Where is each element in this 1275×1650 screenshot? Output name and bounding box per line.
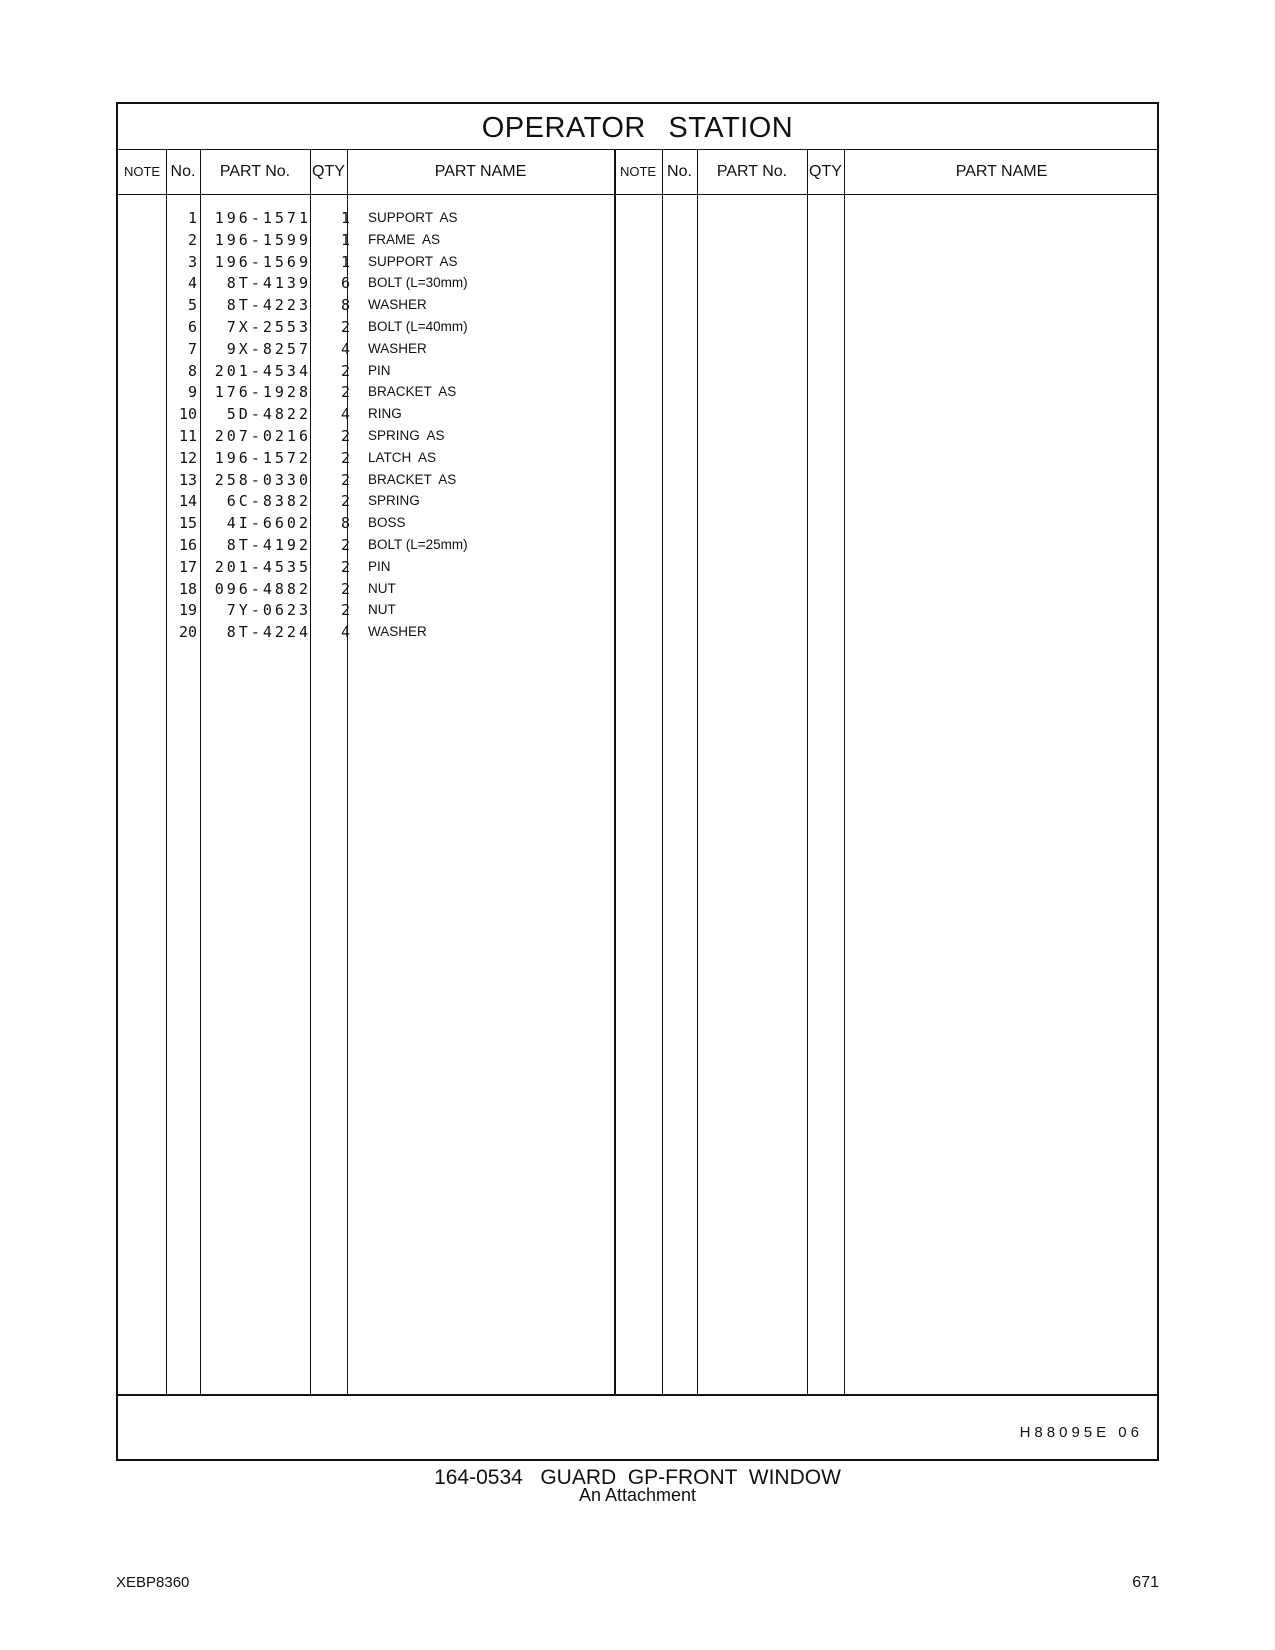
quantity: 2 bbox=[340, 470, 350, 489]
section-title: OPERATOR STATION bbox=[118, 104, 1157, 150]
quantity: 1 bbox=[340, 209, 350, 227]
table-row bbox=[118, 599, 1157, 621]
header-part-no-right: PART No. bbox=[716, 163, 788, 180]
part-number: 096-4882 bbox=[214, 579, 311, 598]
part-name: BOLT (L=25mm) bbox=[368, 536, 468, 552]
parts-list bbox=[118, 207, 1157, 643]
header-no-right: No. bbox=[667, 163, 692, 180]
parts-table-frame bbox=[116, 102, 1159, 1461]
quantity: 4 bbox=[340, 339, 350, 358]
table-row bbox=[118, 338, 1157, 360]
item-number: 20 bbox=[178, 623, 197, 642]
quantity: 8 bbox=[340, 514, 350, 533]
part-name: NUT bbox=[368, 602, 396, 618]
quantity: 2 bbox=[340, 383, 350, 402]
item-number: 16 bbox=[178, 535, 197, 554]
part-name: WASHER bbox=[368, 624, 427, 640]
part-number: 176-1928 bbox=[214, 383, 311, 402]
quantity: 4 bbox=[340, 405, 350, 424]
part-name: RING bbox=[368, 406, 402, 422]
part-number: 8T-4224 bbox=[226, 623, 311, 642]
part-number: 196-1599 bbox=[214, 230, 311, 249]
part-name: LATCH AS bbox=[368, 449, 437, 465]
table-row bbox=[118, 490, 1157, 512]
item-number: 19 bbox=[178, 601, 197, 620]
part-number: 207-0216 bbox=[214, 426, 311, 445]
quantity: 1 bbox=[340, 252, 350, 271]
header-no-left: No. bbox=[170, 163, 196, 180]
table-header bbox=[118, 150, 1157, 195]
part-name: SUPPORT AS bbox=[368, 210, 458, 225]
part-name: BRACKET AS bbox=[368, 471, 457, 487]
part-name: SUPPORT AS bbox=[368, 253, 458, 269]
part-number: 201-4534 bbox=[214, 361, 311, 380]
reference-code: H88095E 06 bbox=[1019, 1424, 1143, 1441]
item-number: 12 bbox=[178, 448, 197, 467]
part-name: SPRING bbox=[368, 493, 420, 509]
quantity: 2 bbox=[340, 426, 350, 445]
part-number: 196-1571 bbox=[214, 209, 311, 227]
table-row bbox=[118, 556, 1157, 578]
part-number: 5D-4822 bbox=[226, 405, 311, 424]
document-id: XEBP8360 bbox=[116, 1574, 190, 1591]
part-number: 196-1572 bbox=[214, 448, 311, 467]
page-number: 671 bbox=[1132, 1574, 1159, 1591]
item-number: 1 bbox=[187, 209, 197, 227]
quantity: 2 bbox=[340, 448, 350, 467]
table-row bbox=[118, 403, 1157, 425]
part-number: 4I-6602 bbox=[226, 514, 311, 533]
quantity: 6 bbox=[340, 274, 350, 293]
table-row bbox=[118, 621, 1157, 643]
footer-divider bbox=[118, 1394, 1157, 1396]
table-row bbox=[118, 294, 1157, 316]
quantity: 2 bbox=[340, 601, 350, 620]
table-row bbox=[118, 207, 1157, 229]
part-number: 7Y-0623 bbox=[226, 601, 311, 620]
item-number: 14 bbox=[178, 492, 197, 511]
item-number: 9 bbox=[187, 383, 197, 402]
quantity: 4 bbox=[340, 623, 350, 642]
header-note-left: NOTE bbox=[123, 164, 161, 179]
quantity: 2 bbox=[340, 361, 350, 380]
table-row bbox=[118, 469, 1157, 491]
part-number: 7X-2553 bbox=[226, 317, 311, 336]
item-number: 10 bbox=[178, 405, 197, 424]
quantity: 8 bbox=[340, 296, 350, 315]
table-row bbox=[118, 447, 1157, 469]
part-name: BOLT (L=30mm) bbox=[368, 275, 468, 291]
quantity: 2 bbox=[340, 579, 350, 598]
assembly-title: 164-0534 GUARD GP-FRONT WINDOW bbox=[434, 1466, 841, 1489]
item-number: 13 bbox=[178, 470, 197, 489]
header-part-name-right: PART NAME bbox=[955, 163, 1048, 180]
part-number: 8T-4223 bbox=[226, 296, 311, 315]
part-name: WASHER bbox=[368, 297, 427, 313]
item-number: 4 bbox=[187, 274, 197, 293]
table-row bbox=[118, 229, 1157, 251]
item-number: 7 bbox=[187, 339, 197, 358]
table-row bbox=[118, 360, 1157, 382]
header-part-name-left: PART NAME bbox=[434, 163, 527, 180]
part-number: 8T-4192 bbox=[226, 535, 311, 554]
part-name: PIN bbox=[368, 558, 391, 574]
item-number: 8 bbox=[187, 361, 197, 380]
part-name: SPRING AS bbox=[368, 427, 445, 443]
header-qty-left: QTY bbox=[312, 163, 345, 180]
header-note-right: NOTE bbox=[619, 164, 657, 179]
part-number: 8T-4139 bbox=[226, 274, 311, 293]
quantity: 2 bbox=[340, 317, 350, 336]
part-number: 258-0330 bbox=[214, 470, 311, 489]
table-row bbox=[118, 251, 1157, 273]
table-row bbox=[118, 425, 1157, 447]
part-number: 6C-8382 bbox=[226, 492, 311, 511]
header-part-no-left: PART No. bbox=[219, 163, 291, 180]
part-number: 9X-8257 bbox=[226, 339, 311, 358]
item-number: 2 bbox=[187, 230, 197, 249]
part-number: 196-1569 bbox=[214, 252, 311, 271]
item-number: 5 bbox=[187, 296, 197, 315]
table-row bbox=[118, 316, 1157, 338]
item-number: 15 bbox=[178, 514, 197, 533]
quantity: 2 bbox=[340, 535, 350, 554]
assembly-subtitle: An Attachment bbox=[578, 1485, 697, 1505]
table-row bbox=[118, 512, 1157, 534]
quantity: 2 bbox=[340, 492, 350, 511]
item-number: 6 bbox=[187, 317, 197, 336]
item-number: 11 bbox=[178, 426, 197, 445]
quantity: 1 bbox=[340, 230, 350, 249]
header-qty-right: QTY bbox=[809, 163, 842, 180]
part-name: NUT bbox=[368, 580, 396, 596]
table-row bbox=[118, 534, 1157, 556]
part-name: WASHER bbox=[368, 340, 427, 356]
part-name: FRAME AS bbox=[368, 231, 441, 247]
table-row bbox=[118, 272, 1157, 294]
item-number: 18 bbox=[178, 579, 197, 598]
quantity: 2 bbox=[340, 557, 350, 576]
part-name: BOSS bbox=[368, 515, 406, 531]
part-name: BOLT (L=40mm) bbox=[368, 318, 468, 334]
table-row bbox=[118, 578, 1157, 600]
part-name: PIN bbox=[368, 362, 391, 378]
item-number: 3 bbox=[187, 252, 197, 271]
table-row bbox=[118, 381, 1157, 403]
item-number: 17 bbox=[178, 557, 197, 576]
part-number: 201-4535 bbox=[214, 557, 311, 576]
part-name: BRACKET AS bbox=[368, 384, 457, 400]
